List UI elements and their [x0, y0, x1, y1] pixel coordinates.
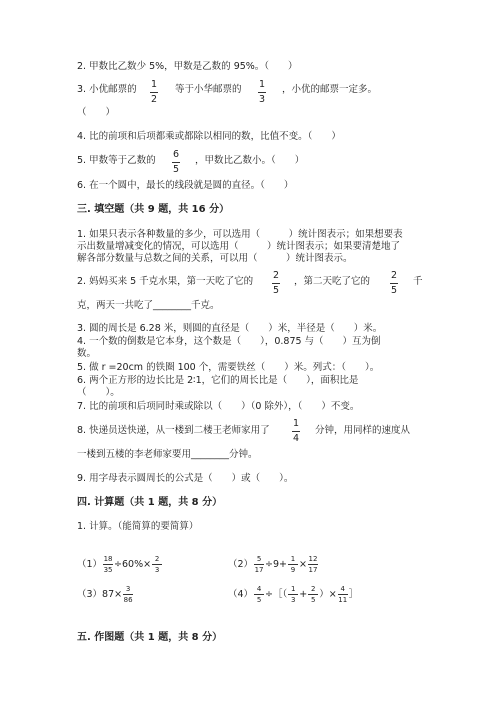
denominator: 5 — [256, 596, 262, 604]
section-fill-title: 三. 填空题（共 9 题，共 16 分） — [77, 204, 230, 215]
numerator: 1 — [150, 79, 158, 90]
denominator: 17 — [254, 566, 264, 574]
denominator: 5 — [272, 285, 280, 296]
numerator: 3 — [125, 585, 131, 593]
numerator: 4 — [340, 585, 345, 593]
fill-q2-fraction-2 — [390, 271, 398, 296]
fraction — [254, 555, 264, 574]
denominator: 3 — [258, 94, 266, 105]
denominator: 3 — [291, 596, 296, 604]
fraction — [308, 555, 318, 574]
judge-q3-part-c: ，小优的邮票一定多。 — [282, 84, 378, 95]
calc-intro: 1. 计算。（能简算的要简算） — [77, 521, 199, 532]
calc-expression-1 — [77, 555, 163, 575]
fill-q8-fraction — [292, 419, 300, 444]
numerator: 1 — [291, 585, 296, 593]
fill-q8-part-a: 8. 快递员送快递，从一楼到二楼王老师家用了 — [77, 425, 270, 436]
fill-q2-part-b: ，第二天吃了它的 — [294, 276, 371, 287]
numerator: 5 — [256, 555, 262, 563]
fill-q1-line-3: 解各部分数量与总数之间的关系，可以用（ ）统计图表示。 — [77, 253, 353, 264]
numerator: 12 — [308, 555, 318, 563]
calc-expression-2 — [228, 555, 319, 575]
fraction — [288, 585, 298, 604]
expression-label: （3） — [77, 589, 103, 600]
judge-q5-fraction — [172, 150, 180, 175]
fill-q6-line-1: 6. 两个正方形的边长比是 2∶1，它们的周长比是（ ），面积比是 — [77, 375, 359, 386]
fraction — [103, 555, 113, 574]
denominator: 5 — [172, 164, 180, 175]
judge-q3-part-a: 3. 小优邮票的 — [77, 84, 137, 95]
fraction — [254, 585, 264, 604]
fill-q2-part-a: 2. 妈妈买来 5 千克水果，第一天吃了它的 — [77, 276, 254, 287]
denominator: 4 — [292, 433, 300, 444]
fill-q1-line-1: 1. 如果只表示各种数量的多少，可以选用（ ）统计图表示；如果想要表 — [77, 229, 403, 240]
operator-text: ）× — [319, 589, 337, 600]
fill-q8-part-b: 分钟，用同样的速度从 — [315, 425, 411, 436]
fraction — [123, 585, 133, 604]
judge-q5-part-a: 5. 甲数等于乙数的 — [77, 155, 156, 166]
numerator: 2 — [272, 270, 280, 281]
fill-q3: 3. 圆的周长是 6.28 米，则圆的直径是（ ）米，半径是（ ）米。 — [77, 323, 383, 334]
judge-q2: 2. 甲数比乙数少 5%，甲数是乙数的 95%。（ ） — [77, 61, 298, 72]
judge-q3-fraction-2 — [258, 80, 266, 105]
fraction — [308, 585, 318, 604]
judge-q5-part-b: ，甲数比乙数小。（ ） — [195, 155, 305, 166]
operator-text: ］ — [348, 589, 359, 600]
calc-expression-3 — [77, 585, 134, 605]
fill-q8-line-2: 一楼到五楼的李老师家要用________分钟。 — [77, 449, 258, 460]
operator-text: ÷9+ — [265, 559, 288, 570]
denominator: 5 — [390, 285, 398, 296]
fill-q7: 7. 比的前项和后项同时乘或除以（ ）（0 除外），（ ）不变。 — [77, 401, 360, 412]
numerator: 2 — [390, 270, 398, 281]
operator-text: 87× — [102, 589, 123, 600]
fill-q4-line-1: 4. 一个数的倒数是它本身，这个数是（ ），0.875 与（ ）互为倒 — [77, 336, 381, 347]
fill-q5: 5. 做 r =20cm 的铁圈 100 个，需要铁丝（ ）米。列式：（ ）。 — [77, 362, 380, 373]
numerator: 1 — [258, 79, 266, 90]
fill-q2-part-c: 千 — [413, 276, 423, 287]
numerator: 4 — [256, 585, 262, 593]
judge-q3-part-b: 等于小华邮票的 — [175, 84, 242, 95]
numerator: 6 — [172, 149, 180, 160]
judge-q6: 6. 在一个圆中，最长的线段就是圆的直径。（ ） — [77, 180, 294, 191]
fill-q4-line-2: 数。 — [77, 348, 97, 359]
numerator: 2 — [311, 585, 316, 593]
numerator: 1 — [290, 555, 296, 563]
operator-text: + — [299, 589, 308, 600]
denominator: 9 — [290, 566, 296, 574]
numerator: 2 — [154, 555, 160, 563]
fill-q9: 9. 用字母表示圆周长的公式是（ ）或（ ）。 — [77, 473, 294, 484]
fill-q1-line-2: 示出数量增减变化的情况，可以选用（ ）统计图表示；如果要清楚地了 — [77, 241, 401, 252]
denominator: 86 — [123, 596, 133, 604]
judge-q4: 4. 比的前项和后项都乘或都除以相同的数，比值不变。（ ） — [77, 131, 341, 142]
operator-text: ÷60%× — [114, 559, 152, 570]
section-draw-title: 五. 作图题（共 1 题，共 8 分） — [77, 632, 223, 643]
operator-text: ÷［（ — [265, 589, 288, 600]
denominator: 3 — [154, 566, 160, 574]
fraction — [152, 555, 162, 574]
expression-label: （4） — [228, 589, 254, 600]
fill-q2-line-2: 克，两天一共吃了________千克。 — [77, 300, 220, 311]
fill-q2-fraction-1 — [272, 271, 280, 296]
denominator: 17 — [308, 566, 318, 574]
denominator: 11 — [338, 596, 348, 604]
calc-expression-4 — [228, 585, 358, 605]
expression-label: （2） — [228, 559, 254, 570]
numerator: 1 — [292, 418, 300, 429]
numerator: 18 — [103, 555, 113, 563]
fill-q6-line-2: （ ）。 — [77, 387, 120, 398]
fraction — [338, 585, 348, 604]
denominator: 35 — [103, 566, 113, 574]
fraction — [288, 555, 298, 574]
judge-q3-answer-paren: （ ） — [77, 107, 116, 118]
expression-label: （1） — [77, 559, 103, 570]
denominator: 5 — [311, 596, 316, 604]
judge-q3-fraction-1 — [150, 80, 158, 105]
operator-text: × — [299, 559, 307, 570]
section-calc-title: 四. 计算题（共 1 题，共 8 分） — [77, 497, 223, 508]
denominator: 2 — [150, 94, 158, 105]
